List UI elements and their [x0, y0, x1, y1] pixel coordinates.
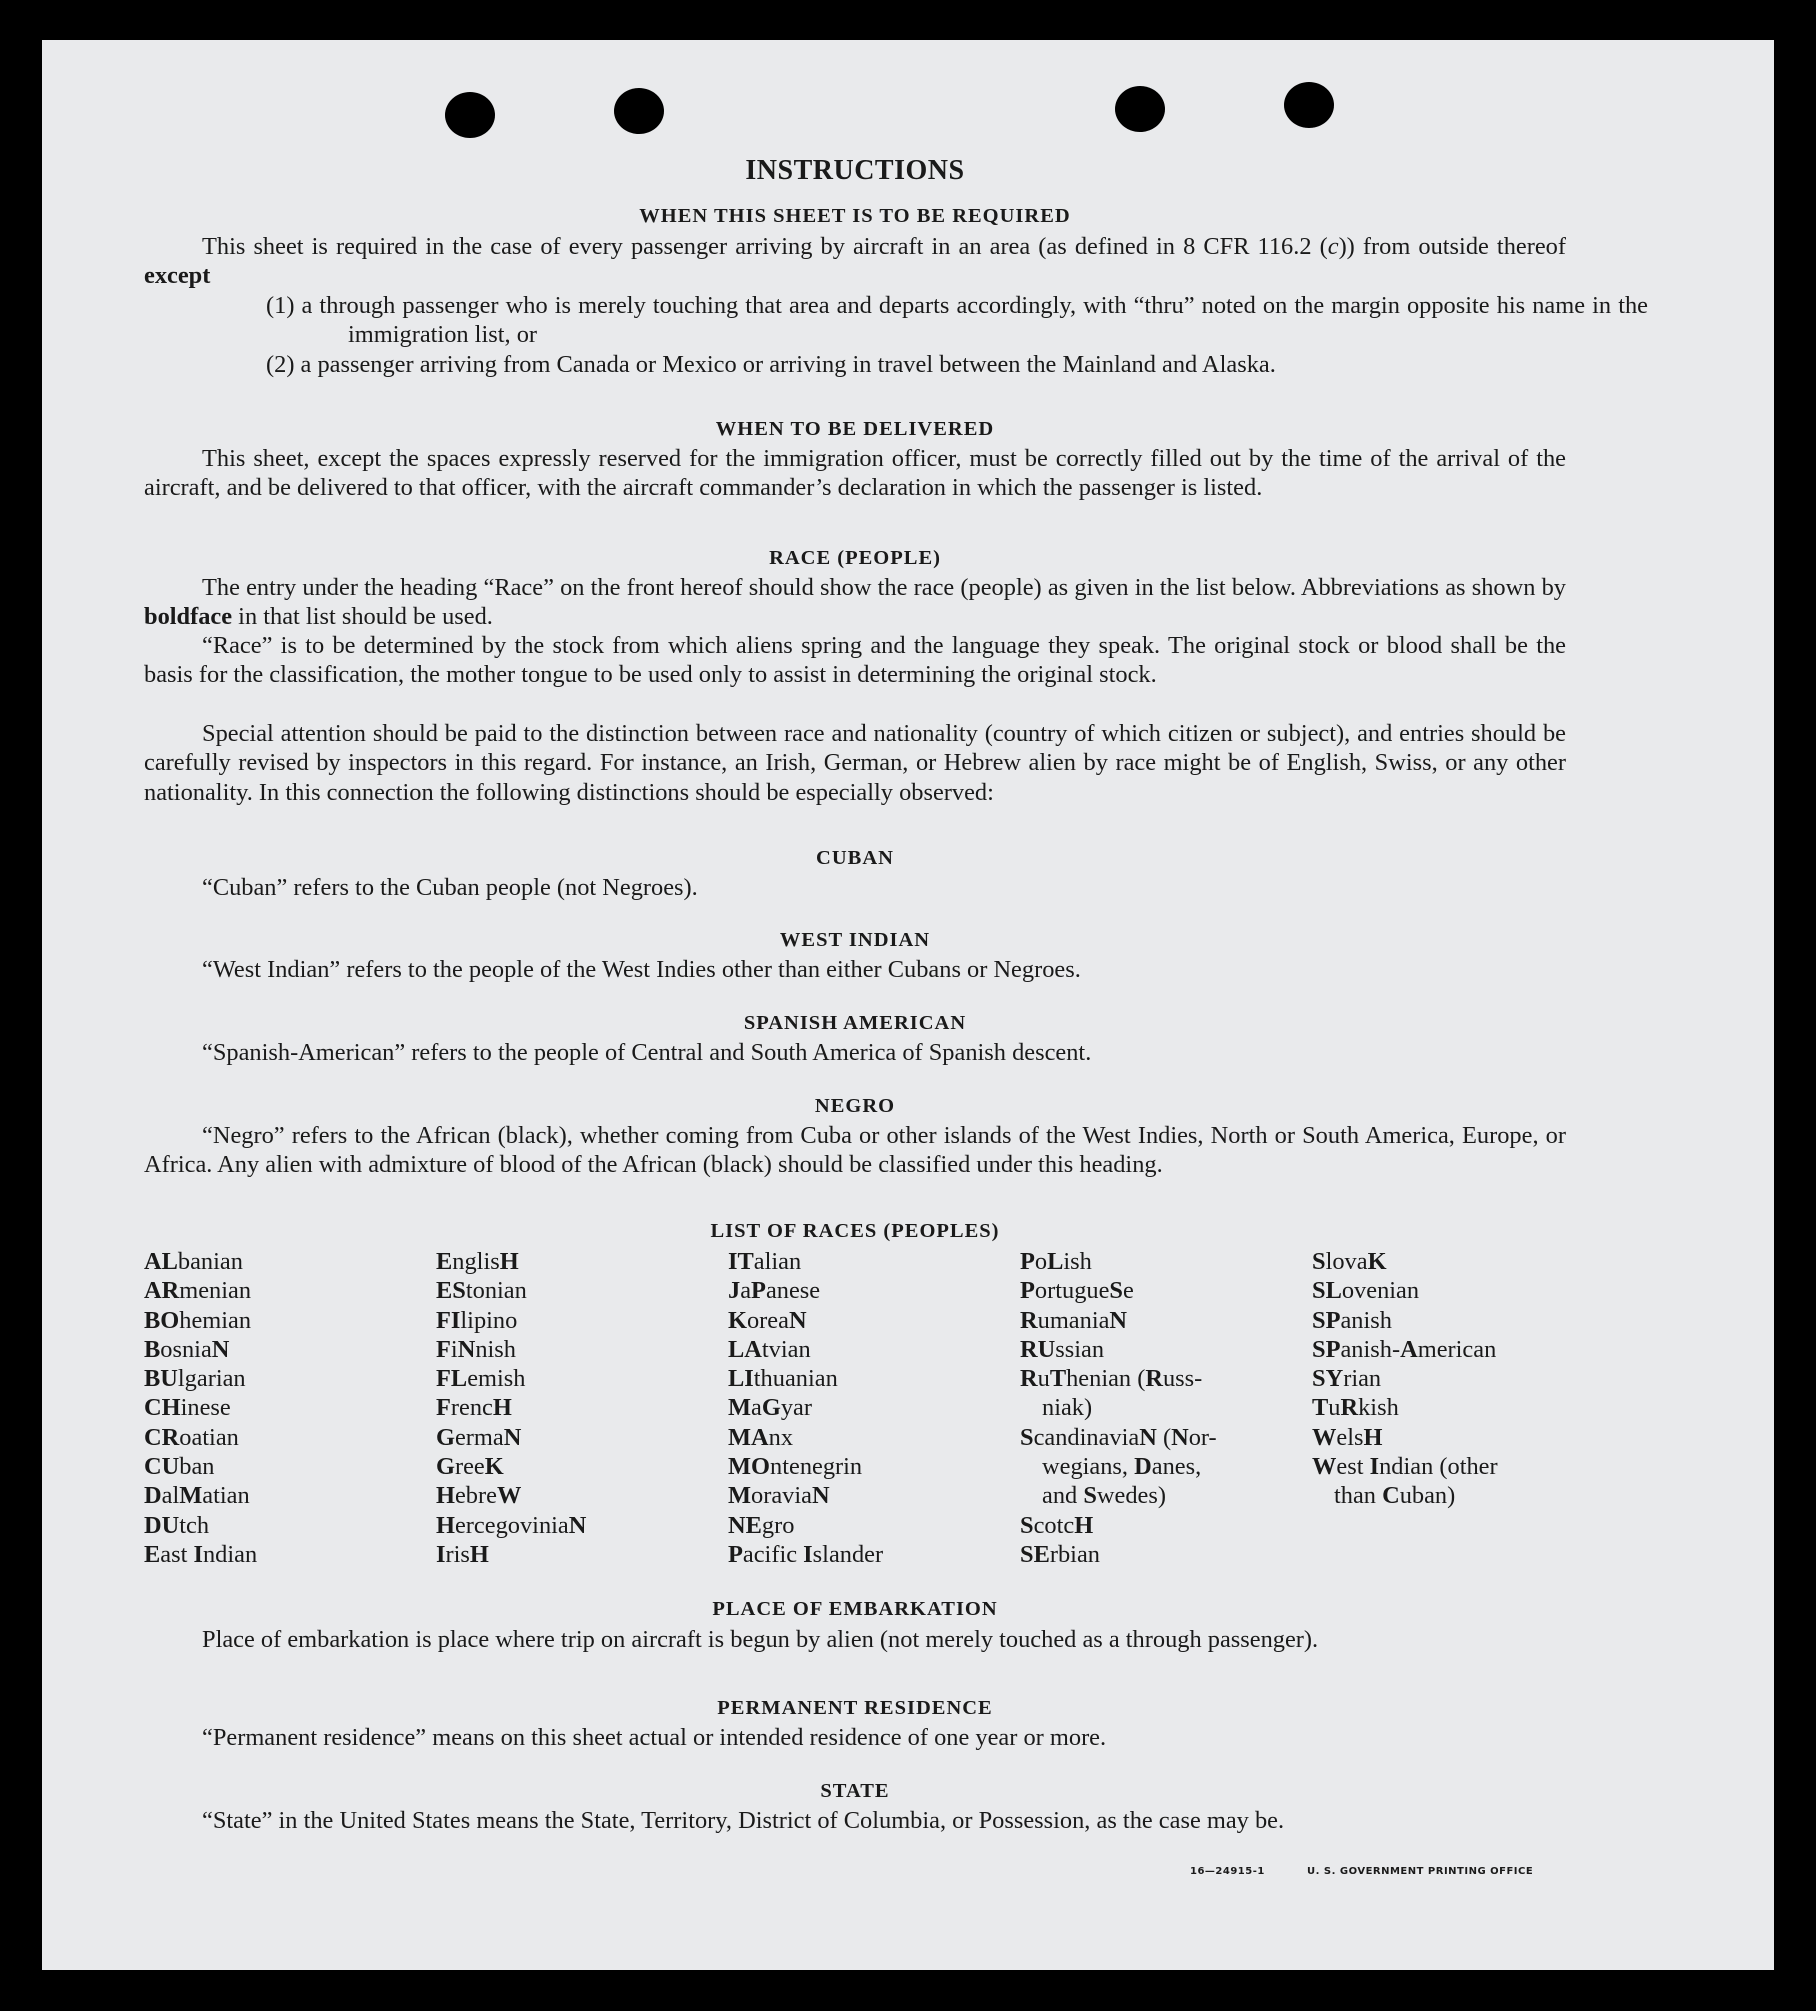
race-item-continuation: wegians, Danes, [1042, 1453, 1202, 1481]
race-paragraph-1 [144, 573, 1566, 632]
negro-text: “Negro” refers to the African (black), whether coming from Cuba or other islands of the West Indies, North or South America, Europe, or Africa. Any alien with admixture of blood of the African (black) should be classified under this heading. [144, 1122, 1566, 1179]
race-item: MoraviaN [728, 1482, 830, 1510]
race-item: SYrian [1312, 1365, 1382, 1393]
race-item: FIlipino [436, 1306, 518, 1334]
section-heading-embarkation: PLACE OF EMBARKATION [712, 1598, 998, 1620]
race-item: West Indian (other [1312, 1453, 1498, 1481]
punch-hole [614, 88, 664, 134]
race-item: FiNnish [436, 1335, 516, 1363]
race-item: ARmenian [144, 1277, 252, 1305]
west-indian-text: “West Indian” refers to the people of the West Indies other than either Cubans or Negroes. [202, 956, 1081, 983]
spanish-american-text: “Spanish-American” refers to the people of Central and South America of Spanish descent. [202, 1039, 1092, 1066]
section-heading-race: RACE (PEOPLE) [769, 547, 941, 569]
required-item-1: (1) a through passenger who is merely touching that area and departs accordingly, with “thru” noted on the margin opposite his name in the immigration list, or [266, 292, 1648, 349]
race-item: PortugueSe [1020, 1277, 1134, 1305]
form-number: 16—24915-1 [1190, 1866, 1265, 1877]
embarkation-text: Place of embarkation is place where trip on aircraft is begun by alien (not merely touched as a through passenger). [202, 1626, 1319, 1653]
document-page [42, 40, 1774, 1970]
cuban-text: “Cuban” refers to the Cuban people (not Negroes). [202, 874, 698, 901]
race-item: SErbian [1020, 1540, 1100, 1568]
residence-text: “Permanent residence” means on this sheet actual or intended residence of one year or more. [202, 1724, 1107, 1751]
race-item: NEgro [728, 1511, 795, 1539]
race-item-continuation: niak) [1042, 1394, 1093, 1422]
race-item: RuThenian (Russ- [1020, 1365, 1203, 1393]
race-item: CRoatian [144, 1423, 239, 1451]
race-item: DUtch [144, 1511, 210, 1539]
race-item: SPanish [1312, 1306, 1392, 1334]
section-heading-west-indian: WEST INDIAN [779, 929, 931, 951]
race-item: GermaN [436, 1423, 522, 1451]
race-item: PoLish [1020, 1248, 1092, 1275]
race-item: BOhemian [144, 1306, 252, 1334]
race-item: SlovaK [1312, 1248, 1387, 1275]
race-item: MAnx [728, 1423, 794, 1451]
race-item: MOntenegrin [728, 1453, 863, 1481]
printer-imprint: U. S. GOVERNMENT PRINTING OFFICE [1307, 1866, 1534, 1877]
section-heading-negro: NEGRO [814, 1095, 896, 1117]
race-item: HebreW [436, 1482, 522, 1510]
section-heading-spanish-american: SPANISH AMERICAN [743, 1012, 967, 1034]
race-item: IrisH [436, 1540, 489, 1568]
race-item: TuRkish [1312, 1394, 1399, 1422]
race-item-continuation: and Swedes) [1042, 1482, 1166, 1510]
race-item: KoreaN [728, 1306, 807, 1334]
required-intro-text: This sheet is required in the case of every passenger arriving by aircraft in an area (as defined in 8 CFR 116.2 ( [202, 233, 1328, 260]
races-column-4 [1020, 1247, 1305, 1569]
required-intro-subsection: c [1327, 233, 1339, 260]
race-paragraph-3: Special attention should be paid to the distinction between race and nationality (country of which citizen or subject), and entries should be carefully revised by inspectors in this regard. For instance, an Irish, German, or Hebrew alien by race might be of English, Swiss, or any other nationality. In this connection the following distinctions should be especially observed: [144, 720, 1566, 806]
race-item: ALbanian [144, 1248, 243, 1275]
section-heading-delivered: WHEN TO BE DELIVERED [715, 418, 995, 440]
race-item: Pacific Islander [728, 1540, 884, 1568]
required-intro-text-2: )) from outside thereof [1338, 233, 1566, 260]
section-heading-required: WHEN THIS SHEET IS TO BE REQUIRED [639, 205, 1071, 227]
required-intro-except: except [144, 262, 211, 290]
section-heading-list-of-races: LIST OF RACES (PEOPLES) [710, 1220, 1000, 1242]
required-item-2: (2) a passenger arriving from Canada or Mexico or arriving in travel between the Mainland and Alaska. [266, 351, 1276, 378]
race-item: EnglisH [436, 1248, 519, 1275]
race-item: LIthuanian [728, 1365, 838, 1393]
race-paragraph-2: “Race” is to be determined by the stock from which aliens spring and the language they speak. The original stock or blood shall be the basis for the classification, the mother tongue to be used only to assist in determining the original stock. [144, 632, 1566, 689]
race-item: MaGyar [728, 1394, 812, 1422]
races-column-3 [728, 1247, 1013, 1569]
race-paragraph-1-text-2: in that list should be used. [232, 603, 493, 631]
race-item: ScandinaviaN (Nor- [1020, 1423, 1217, 1451]
section-heading-state: STATE [820, 1780, 890, 1802]
race-item: WelsH [1312, 1423, 1383, 1451]
race-item-continuation: than Cuban) [1334, 1482, 1456, 1510]
race-item: DalMatian [144, 1482, 250, 1510]
race-item: RUssian [1020, 1335, 1105, 1363]
race-item: CHinese [144, 1394, 231, 1422]
race-item: FLemish [436, 1365, 526, 1393]
page-title: INSTRUCTIONS [745, 155, 965, 186]
race-item: HercegoviniaN [436, 1511, 587, 1539]
section-heading-residence: PERMANENT RESIDENCE [717, 1697, 993, 1719]
race-item: BosniaN [144, 1335, 230, 1363]
race-item: BUlgarian [144, 1365, 246, 1393]
punch-hole [1115, 86, 1165, 132]
delivered-text: This sheet, except the spaces expressly reserved for the immigration officer, must be correctly filled out by the time of the arrival of the aircraft, and be delivered to that officer, with the aircraft commander’s declaration in which the passenger is listed. [144, 445, 1566, 502]
race-item: JaPanese [728, 1277, 821, 1305]
required-intro [144, 232, 1566, 291]
races-column-1 [144, 1247, 429, 1569]
race-item: ITalian [728, 1248, 802, 1275]
race-item: ScotcH [1020, 1511, 1094, 1539]
race-item: East Indian [144, 1540, 258, 1568]
race-item: SPanish-American [1312, 1335, 1497, 1363]
race-item: EStonian [436, 1277, 527, 1305]
race-item: LAtvian [728, 1335, 811, 1363]
section-heading-cuban: CUBAN [816, 847, 894, 869]
race-paragraph-1-bold: boldface [144, 603, 233, 631]
punch-hole [1284, 82, 1334, 128]
race-item: GreeK [436, 1453, 504, 1481]
race-item: CUban [144, 1453, 215, 1481]
races-column-2 [436, 1247, 721, 1569]
race-paragraph-1-text: The entry under the heading “Race” on the front hereof should show the race (people) as given in the list below. Abbreviations as shown by [202, 574, 1566, 601]
race-item: FrencH [436, 1394, 512, 1422]
races-column-5 [1312, 1247, 1597, 1511]
race-item: RumaniaN [1020, 1306, 1128, 1334]
state-text: “State” in the United States means the State, Territory, District of Columbia, or Possession, as the case may be. [202, 1807, 1285, 1834]
punch-hole [445, 92, 495, 138]
race-item: SLovenian [1312, 1277, 1420, 1305]
